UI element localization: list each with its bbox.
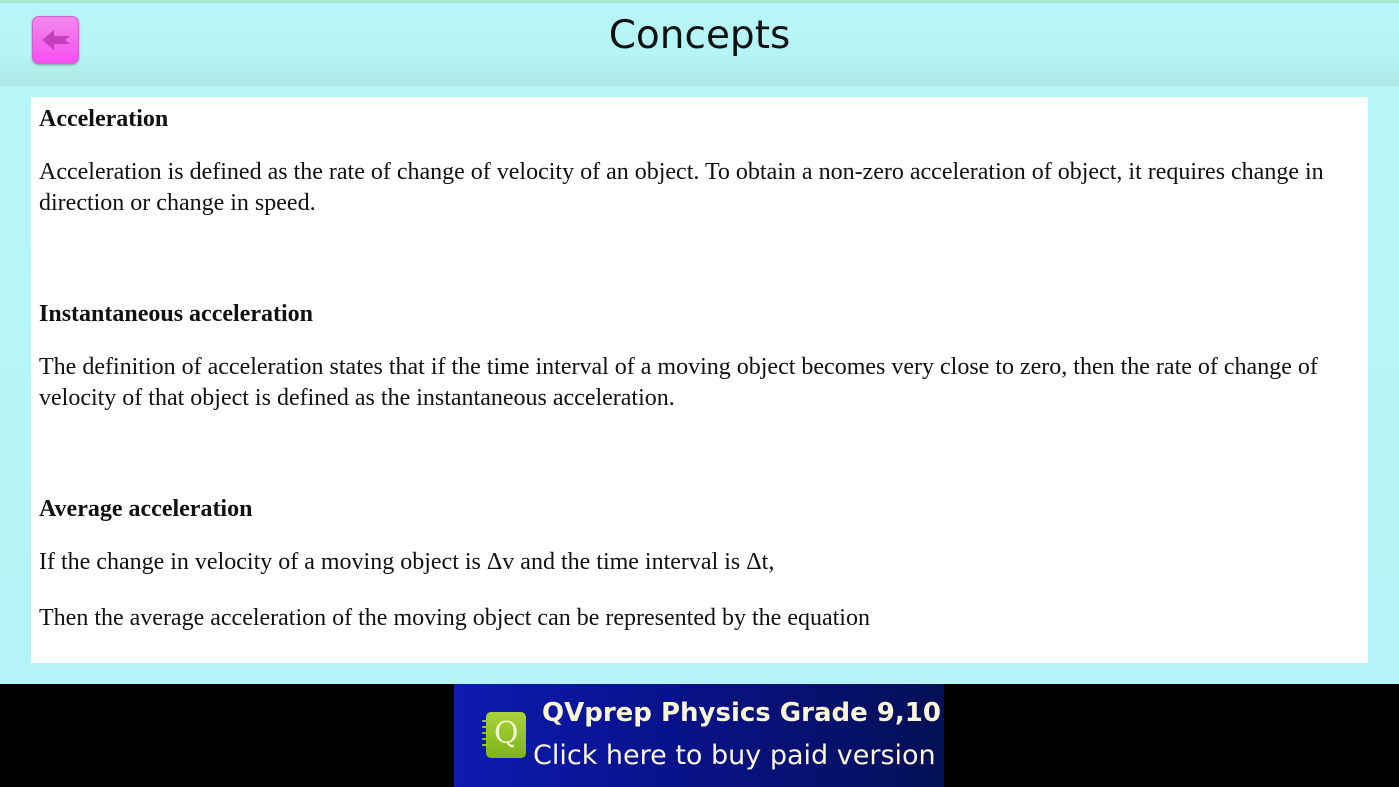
concept-content [31,97,1368,663]
buy-paid-version-banner[interactable] [454,684,944,787]
qvprep-notebook-icon: Q [486,712,526,758]
section-heading-average-acceleration: Average acceleration [39,496,253,522]
header-bar [0,0,1399,86]
ad-title: QVprep Physics Grade 9,10 [542,698,941,728]
footer-bar [0,684,1399,787]
section-paragraph: If the change in velocity of a moving object is Δv and the time interval is Δt, [39,549,775,575]
page-title: Concepts [608,13,791,58]
ad-subtitle: Click here to buy paid version [533,740,936,771]
section-heading-instantaneous-acceleration: Instantaneous acceleration [39,301,313,327]
section-paragraph: Acceleration is defined as the rate of change of velocity of an object. To obtain a non-zero acceleration of object, it requires change in direction or change in speed. [39,159,1324,216]
section-paragraph: The definition of acceleration states that if the time interval of a moving object becomes very close to zero, then the rate of change of velocity of that object is defined as the instantaneous acceleration. [39,354,1318,411]
section-paragraph: Then the average acceleration of the moving object can be represented by the equation [39,605,870,631]
section-heading-acceleration: Acceleration [39,106,169,132]
